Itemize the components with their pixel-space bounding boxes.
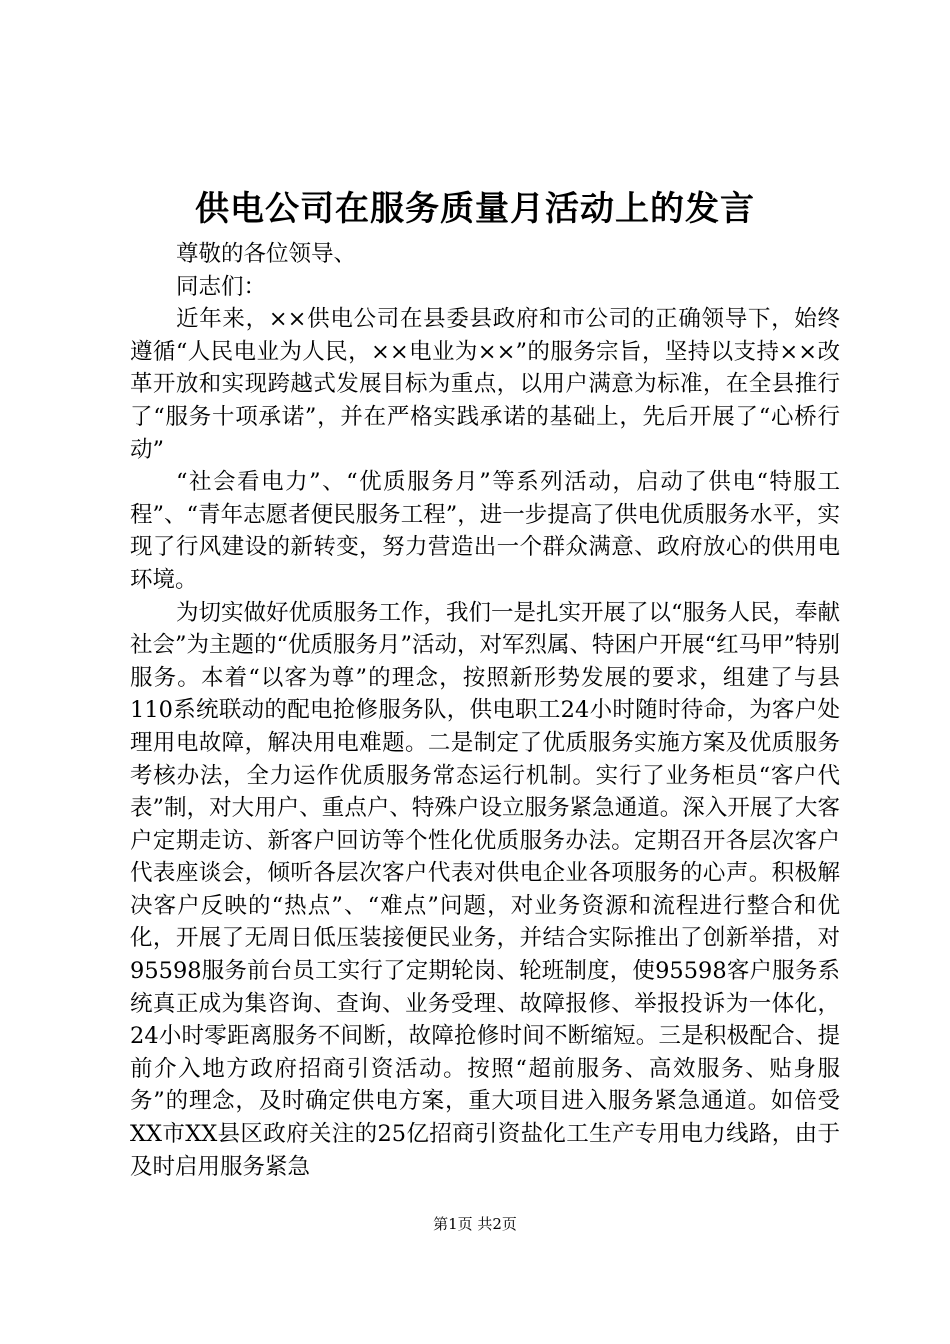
body-paragraph: 近年来，××供电公司在县委县政府和市公司的正确领导下，始终遵循“人民电业为人民，××电业为××”的服务宗旨，坚持以支持××改革开放和实现跨越式发展目标为重点，以用户满意为标准，在全县推行了“服务十项承诺”，并在严格实践承诺的基础上，先后开展了“心桥行动”: [130, 306, 840, 463]
page-number-footer: 第1页 共2页: [433, 1215, 517, 1233]
document-title: 供电公司在服务质量月活动上的发言: [195, 189, 755, 229]
salutation-line: 尊敬的各位领导、: [176, 241, 357, 267]
body-paragraph: 为切实做好优质服务工作，我们一是扎实开展了以“服务人民，奉献社会”为主题的“优质服务月”活动，对军烈属、特困户开展“红马甲”特别服务。本着“以客为尊”的理念，按照新形势发展的要求，组建了与县110系统联动的配电抢修服务队，供电职工24小时随时待命，为客户处理用电故障，解决用电难题。二是制定了优质服务实施方案及优质服务考核办法，全力运作优质服务常态运行机制。实行了业务柜员“客户代表”制，对大用户、重点户、特殊户设立服务紧急通道。深入开展了大客户定期走访、新客户回访等个性化优质服务办法。定期召开各层次客户代表座谈会，倾听各层次客户代表对供电企业各项服务的心声。积极解决客户反映的“热点”、“难点”问题，对业务资源和流程进行整合和优化，开展了无周日低压装接便民业务，并结合实际推出了创新举措，对95598服务前台员工实行了定期轮岗、轮班制度，使95598客户服务系统真正成为集咨询、查询、业务受理、故障报修、举报投诉为一体化，24小时零距离服务不间断，故障抢修时间不断缩短。三是积极配合、提前介入地方政府招商引资活动。按照“超前服务、高效服务、贴身服务”的理念，及时确定供电方案，重大项目进入服务紧急通道。如倍受XX市XX县区政府关注的25亿招商引资盐化工生产专用电力线路，由于及时启用服务紧急: [130, 599, 841, 1180]
salutation-line: 同志们：: [176, 273, 267, 300]
document-body: [130, 238, 840, 1183]
body-paragraph: “社会看电力”、“优质服务月”等系列活动，启动了供电“特服工程”、“青年志愿者便民服务工程”，进一步提高了供电优质服务水平，实现了行风建设的新转变，努力营造出一个群众满意、政府放心的供用电环境。: [130, 469, 840, 593]
